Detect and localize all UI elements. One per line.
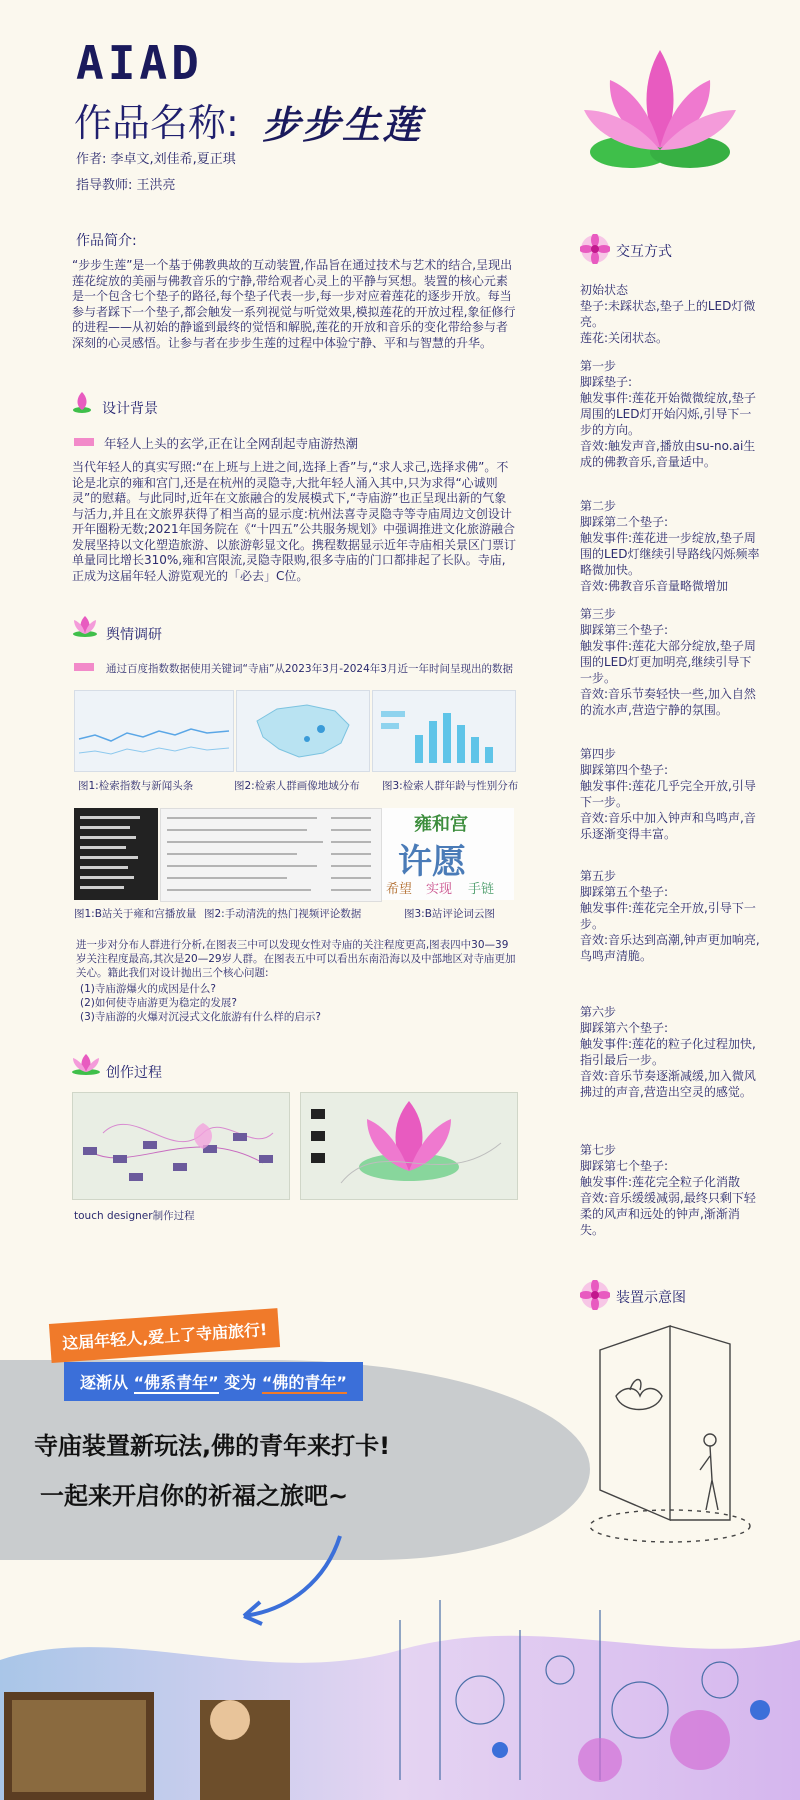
- td-network-screenshot: [72, 1092, 290, 1200]
- pink-bar: [74, 438, 94, 446]
- caption: 图1:B站关于雍和宫播放量: [74, 908, 197, 920]
- wordcloud-word: 许愿: [398, 842, 466, 882]
- step-3: 第三步 脚踩第三个垫子: 触发事件:莲花大部分绽放,垫子周围的LED灯更加明亮,继续引导下一步。 音效:音乐节奏轻快一些,加入自然的流水声,营造宁静的氛围。: [580, 607, 756, 717]
- wordcloud-word: 实现: [426, 882, 453, 897]
- step-7: 第七步 脚踩第七个垫子: 触发事件:莲花完全粒子化消散 音效:音乐缓缓减弱,最终只剩下轻柔的风声和远处的钟声,渐渐消失。: [580, 1143, 756, 1237]
- figure-search-index: [74, 690, 234, 772]
- device-sketch: [560, 1320, 780, 1550]
- process-heading: 创作过程: [106, 1065, 162, 1081]
- question-item: (1)寺庙游爆火的成因是什么?: [80, 983, 216, 995]
- interaction-heading: 交互方式: [616, 244, 672, 260]
- step-2: 第二步 脚踩第二个垫子: 触发事件:莲花进一步绽放,垫子周围的LED灯继续引导路线闪烁频率略微加快。 音效:佛教音乐音量略微增加: [580, 499, 760, 593]
- pink-bar: [74, 663, 94, 671]
- wordcloud-word: 手链: [468, 882, 495, 897]
- promo-quote-2: “佛的青年”: [261, 1373, 347, 1392]
- slogan-1: 寺庙装置新玩法,佛的青年来打卡!: [34, 1432, 391, 1460]
- slogan-2: 一起来开启你的祈福之旅吧~: [40, 1482, 349, 1510]
- caption: 图2:手动清洗的热门视频评论数据: [204, 908, 362, 920]
- step-4: 第四步 脚踩第四个垫子: 触发事件:莲花几乎完全开放,引导下一步。 音效:音乐中加入钟声和鸟鸣声,音乐逐渐变得丰富。: [580, 747, 756, 841]
- caption: 图1:检索指数与新闻头条: [78, 780, 194, 792]
- step-1: 第一步 脚踩垫子: 触发事件:莲花开始微微绽放,垫子周围的LED灯开始闪烁,引导下一步的方向。 音效:触发声音,播放由su-no.ai生成的佛教音乐,音量适中。: [580, 359, 756, 469]
- work-title: 步步生莲: [262, 103, 423, 147]
- td-lotus-render-screenshot: [300, 1092, 518, 1200]
- survey-analysis: 进一步对分布人群进行分析,在图表三中可以发现女性对寺庙的关注程度更高,图表四中30—39岁关注程度最高,其次是20—29岁人群。在图表五中可以看出东南沿海以及中部地区对寺庙更加关心。籍此我们对设计抛出三个核心问题:: [76, 939, 516, 979]
- caption: 图3:检索人群年龄与性别分布: [382, 780, 519, 792]
- question-item: (3)寺庙游的火爆对沉浸式文化旅游有什么样的启示?: [80, 1011, 321, 1023]
- lotus-bullet-icon: [70, 1052, 102, 1076]
- step-5: 第五步 脚踩第五个垫子: 触发事件:莲花完全开放,引导下一步。 音效:音乐达到高潮,钟声更加响亮,鸟鸣声清脆。: [580, 869, 760, 963]
- background-text: 当代年轻人的真实写照:“在上班与上进之间,选择上香”与,“求人求己,选择求佛”。不论是北京的雍和宫门,还是在杭州的灵隐寺,大批年轻人涌入其中,只为求得“心诚则灵”的慰藉。与此同时,近年在文旅融合的发展模式下,“寺庙游”也正呈现出新的气象与活力,并且在文旅界获得了相当高的显示度:杭州法喜寺灵隐寺等寺庙周边文创设计开年圈粉无数;2021年国务院在《“十四五”公共服务规划》中强调推进文化旅游融合发展坚持以文化塑造旅游、以旅游彰显文化。携程数据显示近年寺庙相关景区门票订单量同比增长310%,雍和宫限流,灵隐寺限购,很多寺庙的门口都排起了长队。寺庙,正成为这届年轻人游览观光的「必去」C位。: [72, 460, 517, 583]
- flower-icon: [580, 1280, 610, 1310]
- flower-icon: [580, 234, 610, 264]
- logo-aiad: AIAD: [76, 36, 203, 90]
- figure-region-map: [236, 690, 370, 772]
- promo-blue-prefix: 逐渐从: [80, 1373, 129, 1392]
- question-item: (2)如何使寺庙游更为稳定的发展?: [80, 997, 237, 1009]
- decorative-collage: [0, 1580, 800, 1800]
- advisor: 指导教师: 王洪亮: [76, 178, 176, 193]
- figure-wordcloud: [382, 808, 514, 900]
- intro-text: “步步生莲”是一个基于佛教典故的互动装置,作品旨在通过技术与艺术的结合,呈现出莲花绽放的美丽与佛教音乐的宁静,带给观者心灵上的平静与冥想。装置的核心元素是一个包含七个垫子的路径,每个垫子代表一步,每一步对应着莲花的逐步开放。每当参与者踩下一个垫子,都会触发一系列视觉与听觉效果,模拟莲花的开放过程,象征修行的进程——从初始的静谧到最终的觉悟和解脱,莲花的开放和音乐的变化带给参与者深刻的心灵感悟。让参与者在步步生莲的过程中体验宁静、平和与智慧的升华。: [72, 258, 516, 350]
- figure-age-gender: [372, 690, 516, 772]
- background-heading: 设计背景: [102, 401, 158, 417]
- wordcloud-word: 雍和宫: [414, 814, 468, 835]
- survey-heading: 舆情调研: [106, 627, 162, 643]
- authors: 作者: 李卓文,刘佳希,夏正琪: [76, 152, 236, 167]
- caption: 图3:B站评论词云图: [404, 908, 495, 920]
- lotus-bullet-icon: [72, 614, 98, 638]
- lotus-icon: [580, 40, 740, 175]
- intro-heading: 作品简介:: [76, 233, 137, 249]
- figure-bilibili-plays: [74, 808, 158, 900]
- background-subheading: 年轻人上头的玄学,正在让全网刮起寺庙游热潮: [104, 436, 358, 451]
- step-6: 第六步 脚踩第六个垫子: 触发事件:莲花的粒子化过程加快,指引最后一步。 音效:音乐节奏逐渐减缓,加入微风拂过的声音,营造出空灵的感觉。: [580, 1005, 756, 1099]
- title-prefix: 作品名称:: [74, 101, 239, 145]
- promo-quote-1: “佛系青年”: [133, 1373, 219, 1392]
- device-heading: 装置示意图: [616, 1290, 686, 1306]
- promo-orange-banner: 这届年轻人,爱上了寺庙旅行!: [49, 1308, 281, 1363]
- lotus-bullet-icon: [72, 390, 92, 414]
- caption: 图2:检索人群画像地域分布: [234, 780, 360, 792]
- step-initial: 初始状态 垫子:未踩状态,垫子上的LED灯微亮。 莲花:关闭状态。: [580, 283, 756, 345]
- survey-subheading: 通过百度指数数据使用关键词“寺庙”从2023年3月-2024年3月近一年时间呈现出的数据: [106, 663, 513, 675]
- process-caption: touch designer制作过程: [74, 1210, 195, 1222]
- promo-blue-mid: 变为: [224, 1373, 257, 1392]
- figure-comment-data: [160, 808, 382, 902]
- wordcloud-word: 希望: [386, 882, 413, 897]
- promo-blue-banner: [64, 1362, 363, 1401]
